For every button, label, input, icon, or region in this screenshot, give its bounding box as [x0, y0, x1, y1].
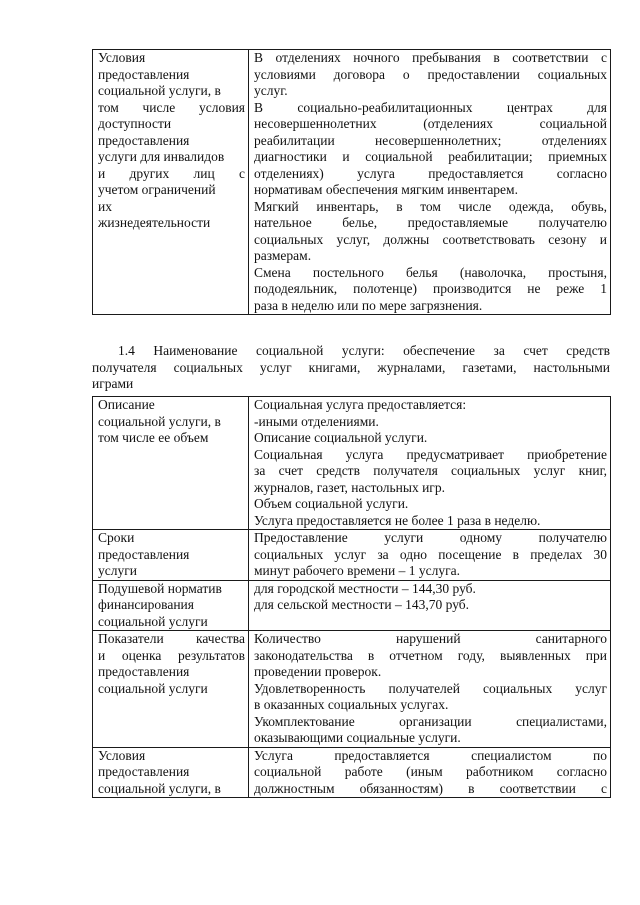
cell-line: Услуга предоставляется не более 1 раза в неделю.	[254, 512, 541, 528]
cell-line: Социальная услуга предоставляется:	[254, 397, 467, 412]
cell-line: Сроки	[98, 530, 135, 545]
service-table	[92, 396, 611, 798]
cell-line: В отделениях ночного пребывания в соответствии с	[254, 50, 607, 65]
cell-line: раза в неделю или по мере загрязнения.	[254, 297, 483, 313]
cell-line: услуг.	[254, 83, 288, 98]
row-label-cell	[93, 747, 249, 798]
cell-line: условиями договора о предоставлении социальных	[254, 66, 607, 82]
cell-line: журналов, газет, настольных игр.	[254, 479, 445, 495]
section-heading	[92, 343, 610, 393]
cell-line: нательное белье, предоставляемые получателю	[254, 215, 607, 230]
cell-line: том числе ее объем	[98, 430, 209, 445]
cell-line: Подушевой норматив	[98, 580, 222, 596]
cell-line: социальных услуг за одно посещение в пределах 30	[254, 546, 607, 562]
row-content-cell	[249, 50, 611, 315]
cell-line: предоставления	[98, 132, 190, 148]
row-label-cell	[93, 580, 249, 631]
cell-line: их	[98, 198, 112, 214]
table-row	[93, 580, 611, 631]
cell-line: пододеяльник, полотенце) производится не реже 1	[254, 281, 607, 296]
cell-line: в оказанных социальных услугах.	[254, 697, 449, 712]
row-label-cell	[93, 397, 249, 530]
row-content-cell	[249, 580, 611, 631]
cell-line: социальной услуги	[98, 613, 208, 629]
row-content-cell	[249, 747, 611, 798]
cell-line: Условия	[98, 747, 146, 763]
table-row	[93, 631, 611, 748]
cell-line: должностным обязанностям) в соответствии с	[254, 780, 607, 796]
section-heading-line: получателя социальных услуг книгами, журналами, газетами, настольными	[92, 359, 610, 375]
cell-line: реабилитации несовершеннолетних; отделениях	[254, 132, 607, 148]
row-content-cell	[249, 530, 611, 581]
cell-line: предоставления	[98, 764, 190, 779]
row-content-cell	[249, 397, 611, 530]
cell-line: социальных услуг, должны соответствовать сезону и	[254, 231, 607, 247]
cell-line: Предоставление услуги одному получателю	[254, 530, 607, 545]
cell-line: нормативам обеспечения мягким инвентарем.	[254, 182, 518, 197]
cell-line: жизнедеятельности	[98, 215, 211, 230]
cell-line: Описание социальной услуги.	[254, 430, 428, 445]
cell-line: Услуга предоставляется специалистом по	[254, 747, 607, 763]
cell-line: несовершеннолетних (отделениях социальной	[254, 116, 607, 131]
cell-line: Мягкий инвентарь, в том числе одежда, обувь,	[254, 198, 607, 214]
row-content-cell	[249, 631, 611, 748]
section-heading-line: 1.4 Наименование социальной услуги: обеспечение за счет средств	[118, 343, 610, 358]
cell-line: Смена постельного белья (наволочка, простыня,	[254, 264, 607, 280]
cell-line: и оценка результатов	[98, 647, 245, 663]
cell-line: Описание	[98, 397, 155, 412]
cell-line: диагностики и социальной реабилитации; приемных	[254, 149, 607, 164]
cell-line: социальной услуги, в	[98, 83, 221, 98]
cell-line: предоставления	[98, 546, 190, 562]
conditions-table	[92, 49, 611, 315]
cell-line: оказывающими социальные услуги.	[254, 730, 461, 745]
cell-line: услуги для инвалидов	[98, 149, 225, 164]
table-row	[93, 50, 611, 315]
table-row	[93, 397, 611, 530]
row-label-cell	[93, 631, 249, 748]
cell-line: Социальная услуга предусматривает приобретение	[254, 446, 607, 462]
row-label-cell	[93, 50, 249, 315]
cell-line: минут рабочего времени – 1 услуга.	[254, 563, 460, 578]
cell-line: законодательства в отчетном году, выявленных при	[254, 647, 607, 663]
cell-line: Количество нарушений санитарного	[254, 631, 607, 646]
cell-line: Объем социальной услуги.	[254, 496, 409, 511]
section-heading-line: играми	[92, 376, 134, 391]
cell-line: В социально-реабилитационных центрах для	[254, 99, 607, 115]
cell-line: учетом ограничений	[98, 182, 216, 197]
cell-line: услуги	[98, 563, 137, 578]
cell-line: том числе условия	[98, 99, 245, 115]
cell-line: Укомплектование организации специалистами,	[254, 713, 607, 729]
row-label-cell	[93, 530, 249, 581]
cell-line: Условия	[98, 50, 146, 65]
cell-line: для сельской местности – 143,70 руб.	[254, 597, 470, 612]
cell-line: размерам.	[254, 248, 312, 263]
cell-line: для городской местности – 144,30 руб.	[254, 580, 476, 596]
cell-line: финансирования	[98, 597, 194, 612]
cell-line: отделениях) услуга предоставляется согласно	[254, 165, 607, 181]
cell-line: социальной услуги, в	[98, 413, 221, 429]
cell-line: предоставления	[98, 664, 190, 679]
cell-line: Показатели качества	[98, 631, 245, 646]
table-row	[93, 530, 611, 581]
cell-line: за счет средств получателя социальных услуг книг,	[254, 463, 607, 478]
cell-line: социальной услуги	[98, 680, 208, 696]
cell-line: проведении проверок.	[254, 664, 382, 679]
cell-line: -иными отделениями.	[254, 413, 379, 429]
cell-line: социальной услуги, в	[98, 780, 221, 796]
cell-line: Удовлетворенность получателей социальных услуг	[254, 680, 607, 696]
cell-line: социальной работе (иным работником согласно	[254, 764, 607, 779]
table-row	[93, 747, 611, 798]
cell-line: и других лиц с	[98, 165, 245, 181]
cell-line: доступности	[98, 116, 172, 131]
cell-line: предоставления	[98, 66, 190, 82]
